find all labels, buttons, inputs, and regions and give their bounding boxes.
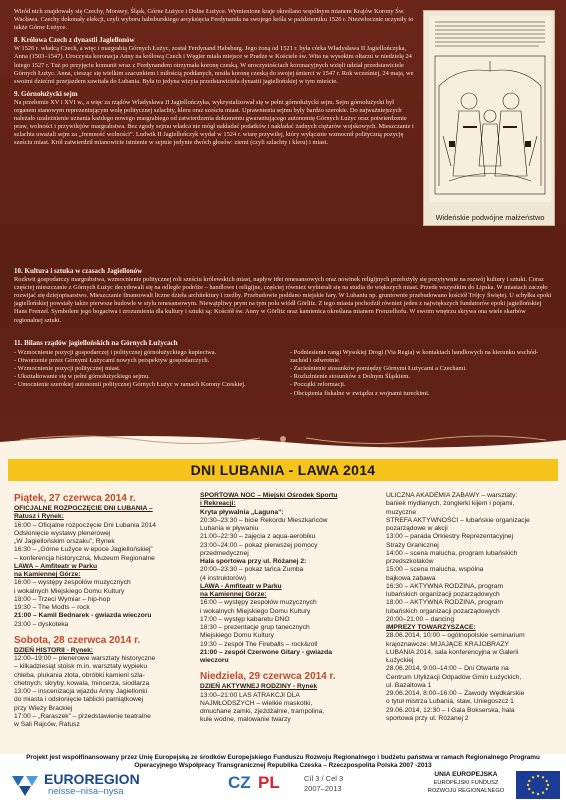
program-line: 21:00 – zespół Czerwone Gitary - gwiazda xyxy=(200,648,332,656)
program-line: 29.06.2014, 8:00–16:00 – Zawody Wędkarskie xyxy=(386,690,525,697)
program-line: przedmedycznej xyxy=(200,549,249,557)
section-8-title: 8. Królowa Czech z dynastii Jagiellonów xyxy=(14,36,135,45)
program-line: Kryta pływalnia „Laguna”: xyxy=(200,508,284,516)
cil-label: Cíl 3 / Cel 3 xyxy=(304,774,344,783)
program-line: kule wodne, malowanie twarzy xyxy=(200,716,291,724)
euroregion-icon xyxy=(10,772,40,798)
program-line: dmuchane zamki, zjeżdżalnie, trampolina, xyxy=(200,708,325,715)
section-11 xyxy=(14,339,552,398)
program-line: i wokalnych Miejskiego Domu Kultury xyxy=(200,607,311,615)
program-line: lubańskich organizacji pozarządowych xyxy=(386,591,500,598)
program-line: chetnych, skryby, kowala, mincerza, siodlarza xyxy=(14,679,150,687)
list-item: - Wzmocnienie pozycji politycznej miast. xyxy=(14,365,121,373)
program-line: 13:00–21:00 LAS ATRAKCJI DLA xyxy=(200,691,300,699)
program-line: 23:00–24:00 – pokaz pierwszej pomocy xyxy=(200,541,318,549)
program-line: 16:00 – Oficjalne rozpoczęcie Dni Lubania 2014 xyxy=(14,521,157,529)
program-line: 16:00 – występy zespołów muzycznych xyxy=(200,599,317,607)
section-10-title: 10. Kultura i sztuka w czasach Jagiellonów xyxy=(14,267,143,275)
program-line: IMPREZY TOWARZYSZĄCE: xyxy=(386,624,476,631)
eu-fund-line2: ROZWOJU REGIONALNEGO xyxy=(427,788,505,794)
section-10 xyxy=(14,267,552,325)
program-line: Łużyckiej xyxy=(386,657,414,664)
figure-caption: Wideńskie podwójne małżeństwo xyxy=(435,213,545,222)
program-line: Straży Granicznej xyxy=(386,541,439,549)
program-line: 28.06.2014, 10:00 – ogólnopolskie seminarium xyxy=(386,632,525,640)
woodcut-figure xyxy=(423,10,555,226)
list-item: - Rozluźnienie stosunków z Dolnym Śląskiem. xyxy=(290,373,410,381)
footer xyxy=(0,754,566,800)
ornament-divider xyxy=(0,428,566,454)
list-item: - Wzmocnienie pozycji gospodarczej i politycznej górnołużyckiego kupiectwa. xyxy=(14,349,217,357)
program-line: chleba, plukania złota, obróbki kamieni szla- xyxy=(14,671,145,679)
euroregion-name: EUROREGION xyxy=(44,771,140,787)
intro-paragraph: Wiród nich znajdowały się Czechy, Morawy, Śląsk, Górne Łużyce i Dolne Łużyce. Wymienione kraje określano wspólnym mianem Krajów Korony Św. Wacława. Czechy dokonały elekcji, czyli wyboru habsburskiego arcyksięcia Ferdynanda na swojego króla w październiku 1526 r. Niezwłocznie uczyniły to także Górne Łużyce. xyxy=(14,8,414,32)
program-line: i wokalnych Miejskiego Domu Kultury xyxy=(14,587,125,595)
program-line: DZIEŃ HISTORII - Rynek: xyxy=(14,646,94,654)
history-text-column xyxy=(14,8,416,151)
program-line: 17:00 – wystęр kabaretu DNO xyxy=(200,615,290,623)
eu-fund-line1: EUROPEJSKI FUNDUSZ xyxy=(433,780,499,786)
program-column-2 xyxy=(200,492,372,725)
cz-mark: CZ xyxy=(228,773,251,792)
funding-note: Projekt jest współfinansowany przez Unię Europejską ze środków Europejskiego Funduszu Rozwoju Regionalnego i budżetu państwa w ramach Regionalnego Programu Operacyjnego Współpracy Transgranicznej Republika Czeska – Rzeczpospolita Polska 2007 -2013 xyxy=(26,754,540,769)
day-heading: Sobota, 28 czerwca 2014 r. xyxy=(14,634,141,646)
pl-mark: PL xyxy=(258,773,280,792)
program-line: 28.06.2014, 9:00–14:00 – Dni Otwarte na xyxy=(386,665,509,673)
program-line: 13:00 – inscenizacja wjazdu Anny Jagiellonki xyxy=(14,688,148,695)
program-panel xyxy=(0,452,566,754)
program-line: 17:00 – „Raraszek” – przedstawienie teatralne xyxy=(14,712,151,720)
program-line: sportowa przy ul. Różanej 2 xyxy=(386,714,469,722)
program-line: 13:00 – parada Orkiestry Reprezentacyjnej xyxy=(386,533,514,541)
list-item: - Otworzenie przez Górnymi Łużycami nowych perspektyw gospodarczych. xyxy=(14,357,210,365)
program-line: przy Wieży Brackiej xyxy=(14,704,73,712)
program-line: LAWA - Amfiteatr w Parku xyxy=(200,582,282,590)
section-9-text: Na przełomie XV i XVI w., a więc za rządów Władysława II Jagiellończyka, wykrystalizował się w pełni górnołużycki sejm. Sejm górnołużycki był organem stanowym reprezentującym wolę politycznej szlachty, kleru oraz sześciu miast. Uprawnienia sejmu były bardzo szerokie. Do najważniejszych należało uzależnienie uznania każdego nowego margrabiego od zatwierdzenia dokumentu gwarantującego autonomię Górnych Łużyc oraz potwierdzenie praw, wolności i przywilejów margrabstwa. Bez zgody sejmu władca nie mógł nakładać podatków i nakładać żadnych ciężarów wojskowych. Mieszczanie i szlachta uważali sejm za „fremność wolności”. Ludwik II Jagiellończyk wydał w 1524 r. wiarę przywilej, który wyłącznie wzmocnił polityczną pozycję sześciu miast. Król zatwierdził mianowicie istnienie w sejmie jedynie dwóch głosów: ziemi (czyli szlachty i kleru) i miast. xyxy=(14,98,414,147)
program-line: pozarządowe w akcji xyxy=(386,525,448,532)
program-line: „W Jagiellońskim orszaku”, Rynek xyxy=(14,538,115,545)
program-line: 18:00 – AKTYWNA RODZINA, program xyxy=(386,599,504,607)
program-line: SPORTOWA NOC – Miejski Ośrodek Sportu xyxy=(200,492,338,499)
woodcut-illustration xyxy=(429,16,551,202)
program-line: Miejskiego Domu Kultury xyxy=(200,632,274,640)
program-line: 21:00 – Kamil Bednarek - gwiazda wieczoru xyxy=(14,612,152,620)
eu-logo xyxy=(420,771,562,799)
program-line: 12:00–19:00 – plenerowe warsztaty historyczne xyxy=(14,655,156,662)
program-line: OFICJALNE ROZPOCZĘCIE DNI LUBANIA – xyxy=(14,505,153,512)
program-line: Centrum Utylizacji Odpadów Gmin Łużyckich, xyxy=(386,673,522,681)
day-heading: Piątek, 27 czerwca 2014 r. xyxy=(14,493,136,504)
program-line: 18:30 – prezentacje grup tanecznych xyxy=(200,624,310,631)
list-item: - Początki reformacji. xyxy=(290,381,346,389)
euroregion-sub: neisse–nisa–nysa xyxy=(48,786,124,797)
program-line: 16:00 – występy zespołów muzycznych xyxy=(14,579,131,587)
program-column-1 xyxy=(14,492,186,729)
program-line: NAJMŁODSZYCH – wielkie maskotki, xyxy=(200,699,313,707)
cil-years: 2007–2013 xyxy=(304,784,342,793)
program-banner xyxy=(8,459,558,481)
program-line: 19:30 – The Modts – rock xyxy=(14,604,90,611)
program-line: w Sali Rajców, Ratusz xyxy=(14,721,80,728)
program-line: LUBANIA 2014, sala konferencyjna w Galerii xyxy=(386,648,519,656)
day-heading: Niedziela, 29 czerwca 2014 r. xyxy=(200,671,336,683)
program-line: 29.06.2014, 12:30 – I Gala Bokserska, hala xyxy=(386,706,515,714)
program-line: baniek mydlanych, żonglerki kijem i pojami, xyxy=(386,500,515,508)
program-line: 18:00 – Trzeci Wymiar – hip-hop xyxy=(14,595,111,603)
program-line: lubańskich organizacji pozarządowych xyxy=(386,607,500,615)
program-line: Hala sportowa przy ul. Różanej 2: xyxy=(200,558,307,565)
banner-title: DNI LUBANIA - LAWA 2014 xyxy=(190,462,376,478)
program-line: (4 instruktorów) xyxy=(200,574,247,582)
program-line: 23:00 – dyskoteka xyxy=(14,620,69,628)
program-line: 19:30 – zespół The Fireballs – rock&roll xyxy=(200,640,318,648)
list-item: - Zacieśnienie stosunków pomiędzy Górnymi Łużycami a Czechami. xyxy=(290,365,467,373)
cz-pl-logo xyxy=(228,771,358,799)
program-line: STREFA AKTYWNOŚCI – lubańskie organizacje xyxy=(386,516,530,524)
program-column-3 xyxy=(386,492,558,723)
summary-list-left xyxy=(14,349,276,398)
list-item: - Umocnienie szerokiej autonomii politycznej Górnych Łużyc w ramach Korony Czeskiej. xyxy=(14,381,246,389)
program-line: o tytuł mistrza Lubania, staw, Uniegoszcz 1 xyxy=(386,698,514,706)
program-line: 15:00 – scena malucha, wspólna xyxy=(386,566,484,574)
program-line: do miasta i odsłonięcie tablicki pamiątkowej xyxy=(14,696,143,704)
summary-list-right xyxy=(290,349,552,398)
program-line: muzyczne xyxy=(386,508,417,516)
program-line: 20:00–23:30 – pokaz tańca Zumba xyxy=(200,566,304,574)
euroregion-logo xyxy=(10,771,170,799)
program-line: krajoznawcze: MIJAJĄCE KRAJOBRAZY xyxy=(386,640,510,648)
program-line: DZIEŃ AKTYWNEJ RODZINY - Rynek xyxy=(200,683,318,691)
eu-title: UNIA EUROPEJSKA xyxy=(434,771,498,778)
program-line: i Rekreacji: xyxy=(200,500,236,508)
program-line: ULICZNA AKADEMIA ZABAWY – warsztaty: xyxy=(386,492,518,499)
program-line: 16:30 – AKTYWNA RODZINA, program xyxy=(386,582,504,590)
program-line: 14:00 – scena malucha, program lubańskich xyxy=(386,549,518,557)
program-line: 16:30 – „Górne Łużyce w epoce Jagiellońskiej” xyxy=(14,546,153,554)
program-line: 21:00–22:30 – zajęcia z aqua-aerobiku xyxy=(200,533,316,541)
program-line: przedszkolaków xyxy=(386,558,434,565)
program-line: 20:00–21:00 – dancing xyxy=(386,615,455,623)
program-line: ul. Bazaltowa 1 xyxy=(386,681,432,689)
section-10-text: Rozkwit gospodarczy margrabstwa, wzmocnienie politycznej roli sześciu królewskich miast, napływ idei renesansowych oraz nowinek religijnych przełożyły się pozytywnie na rozwój kultury i sztuki. Coraz częściej mieszczanie z Górnych Łużyc decydowali się na odległe podróże – handlowe i religijne, częściej również wybierali się na studia do większych miast. Przede wszystkim do Lipska. W miastach zaczęło rozwijać się dziejopisarstwo. Mieszczanie finansowali liczne dzieła architektury i rzeźby. Przebudowie poddano miejskie fary. W Lubaniu np. gruntownie przebudowano kościół Trójcy Świętej. U schyłku epoki jagiellońskiej powstały także pierwsze budowle w stylu renesansowym. Niewątpliwy prym na tym polu wiódł Görlitz. Z tego miasta pochodził również jeden z największych fundatorów epoki jagiellońskiej Hans Frenzel. Symbolem jego bogactwa i zrozumienia dla kultury i sztuki są: Kościół św. Anny w Görlitz oraz kamienica określana mianem Frenzelhofu. W swoim wnętrzu skrywa ona wiele skarbów regionalnej sztuki. xyxy=(14,276,552,324)
list-item: - Obciążenia fiskalne w związku z wojnami tureckimi. xyxy=(290,389,430,397)
section-9-title: 9. Górnołużycki sejm xyxy=(14,89,78,98)
program-line: bajkowa zabawa xyxy=(386,574,436,582)
program-line: – kilkadziesiąt stoisk m.in. warsztaty wypieku xyxy=(14,663,148,671)
program-line: na Kamiennej Górze: xyxy=(200,591,267,598)
program-line: – konferencja historyczna, Muzeum Regionalne xyxy=(14,554,155,562)
program-line: na Kamiennej Górze: xyxy=(14,571,81,578)
section-8-text: W 1526 r. władcą Czech, a więc i margrabią Górnych Łużyc, został Ferdynand Habsburg. Jego żoną od 1521 r. była córka Władysława II Jagiellończyka, Anna (1503–1547). Uroczysta koronacja Anny na królową Czech i Węgier miała miejsce w Pradze w Kościele św. Wita na wysokim ołtarzu w niedzielę 24 lutego 1527 r. Tuż po przyjęciu komunii wraz z Ferdynandem otrzymała koronę czeską. W uroczystościach koronacyjnych wzięli udział przedstawiciele Górnych Łużyc. Anna, ciesząc się wielkim szacunkiem i miłością poddanych, nosiła koronę czeską do swojej śmierci w 1547 r. Rok wcześniej, 24 maja, we swoimi dziećmi przejazdem zawitała do Lubania. Była to jedyna wizyta przedstawiciela dynastii jagiellońskiej w tym mieście. xyxy=(14,45,414,85)
program-line: 20:30–23:30 – bicie Rekordu Mieszkańców xyxy=(200,516,328,524)
program-line: wieczoru xyxy=(200,657,229,664)
eu-flag-icon xyxy=(516,771,560,799)
program-line: LAWA – Amfiteatr w Parku xyxy=(14,562,98,570)
list-item: - Ukształtowanie się w pełni górnołużyckiego sejmu. xyxy=(14,373,150,381)
section-11-title: 11. Bilans rządów jagiellońskich na Górnych Łużycach xyxy=(14,339,178,347)
program-line: Lubania w pływaniu xyxy=(200,525,259,532)
program-line: Ratusz i Rynek: xyxy=(14,513,64,521)
program-line: Odsłonięcie wystawy plenerowej xyxy=(14,529,111,537)
list-item: - Podniesienie rangi Wysokiej Drogi (Via Regia) w kontaktach handlowych na kierunku wschód-zachód i odwrotnie. xyxy=(290,349,539,365)
